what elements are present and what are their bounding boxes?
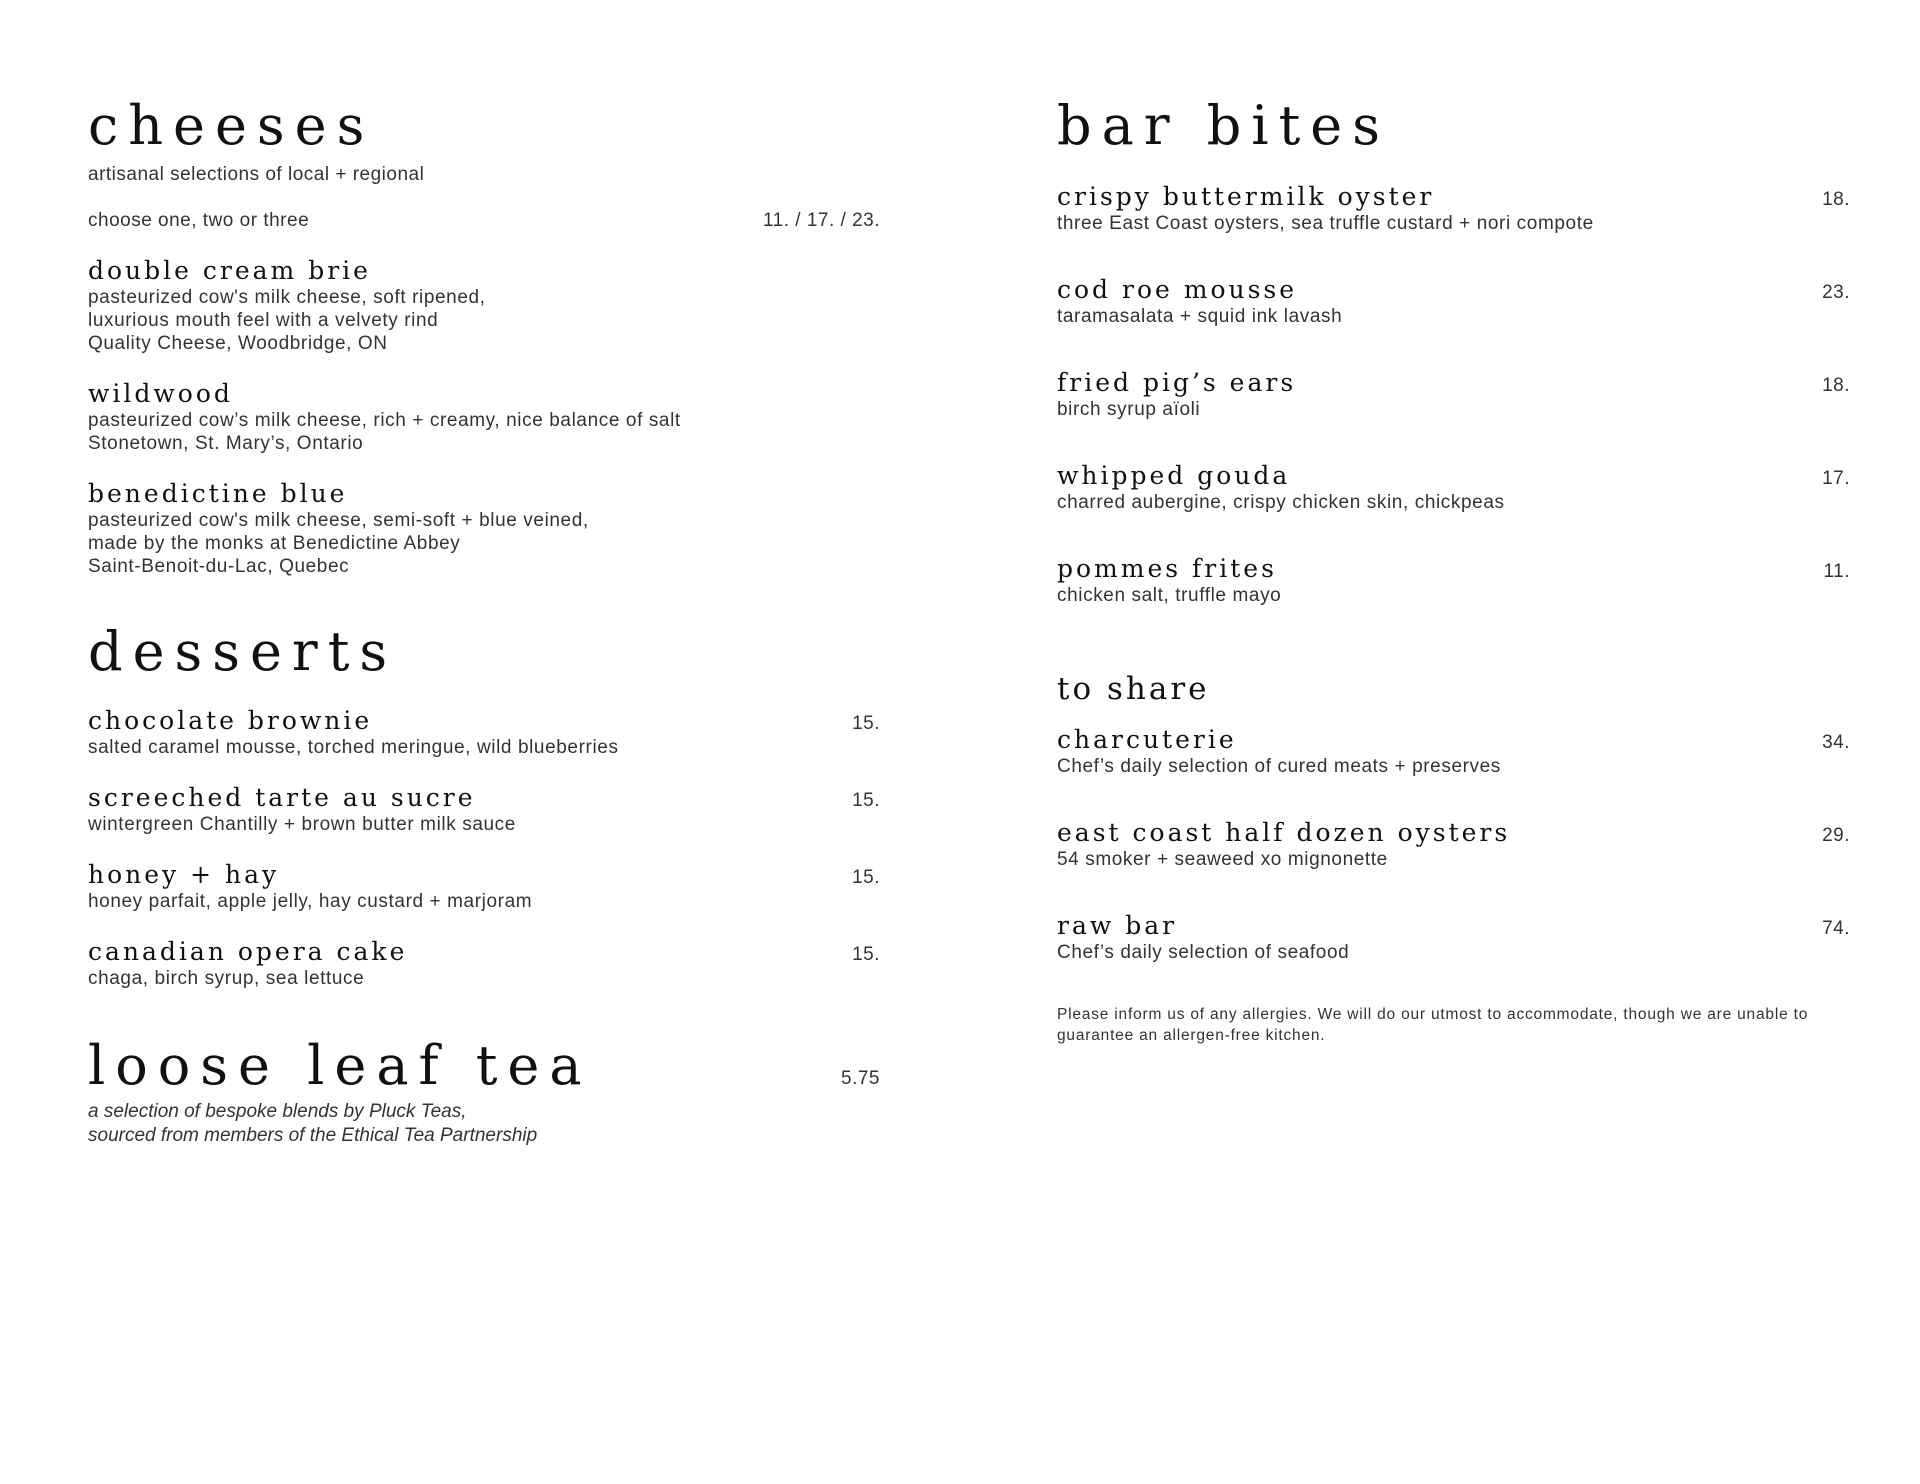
item-price: 11. xyxy=(1823,561,1850,582)
tea-price: 5.75 xyxy=(841,1068,880,1089)
item-price: 34. xyxy=(1822,732,1850,753)
tea-description: a selection of bespoke blends by Pluck Teas, sourced from members of the Ethical Tea Partnership xyxy=(88,1101,538,1146)
item-price: 74. xyxy=(1822,918,1850,939)
item-name: crispy buttermilk oyster xyxy=(1057,182,1435,211)
right-column xyxy=(1057,96,1850,1046)
section-title-desserts: desserts xyxy=(88,620,398,683)
item-description: pasteurized cow's milk cheese, semi-soft + blue veined, made by the monks at Benedictine Abbey Saint-Benoit-du-Lac, Quebec xyxy=(88,510,589,577)
section-title-to-share: to share xyxy=(1057,671,1210,707)
item-name: cod roe mousse xyxy=(1057,275,1298,304)
menu-item xyxy=(88,379,880,455)
item-price: 15. xyxy=(852,790,880,811)
menu-item xyxy=(88,937,880,990)
item-name: chocolate brownie xyxy=(88,706,373,735)
item-name: east coast half dozen oysters xyxy=(1057,818,1511,847)
section-title-cheeses: cheeses xyxy=(88,94,375,157)
bar-bites-section xyxy=(1057,96,1850,607)
item-name: honey + hay xyxy=(88,860,280,889)
item-price: 29. xyxy=(1822,825,1850,846)
menu-item xyxy=(1057,461,1850,514)
item-name: charcuterie xyxy=(1057,725,1237,754)
section-title-bar-bites: bar bites xyxy=(1057,94,1390,157)
menu-item xyxy=(88,479,880,578)
item-name: raw bar xyxy=(1057,911,1178,940)
menu-item xyxy=(1057,275,1850,328)
menu-item xyxy=(1057,725,1850,778)
desserts-section xyxy=(88,622,880,990)
item-price: 15. xyxy=(852,713,880,734)
menu-item xyxy=(88,256,880,355)
item-description: honey parfait, apple jelly, hay custard + marjoram xyxy=(88,891,533,912)
cheeses-subtitle: artisanal selections of local + regional xyxy=(88,164,425,185)
cheeses-choose-label: choose one, two or three xyxy=(88,210,310,231)
item-description: taramasalata + squid ink lavash xyxy=(1057,306,1343,327)
item-name: whipped gouda xyxy=(1057,461,1291,490)
item-description: 54 smoker + seaweed xo mignonette xyxy=(1057,849,1388,870)
item-description: chaga, birch syrup, sea lettuce xyxy=(88,968,365,989)
menu-item xyxy=(1057,818,1850,871)
cheeses-section xyxy=(88,96,880,578)
to-share-section xyxy=(1057,671,1850,964)
item-description: birch syrup aïoli xyxy=(1057,399,1201,420)
item-description: charred aubergine, crispy chicken skin, chickpeas xyxy=(1057,492,1505,513)
menu-item xyxy=(88,706,880,759)
item-description: pasteurized cow’s milk cheese, rich + creamy, nice balance of salt Stonetown, St. Mary’s, Ontario xyxy=(88,410,681,454)
item-name: canadian opera cake xyxy=(88,937,408,966)
menu-item xyxy=(88,783,880,836)
item-price: 15. xyxy=(852,867,880,888)
cheeses-choose-price: 11. / 17. / 23. xyxy=(762,210,880,231)
item-name: screeched tarte au sucre xyxy=(88,783,476,812)
item-description: chicken salt, truffle mayo xyxy=(1057,585,1282,606)
item-price: 18. xyxy=(1822,189,1850,210)
item-name: fried pig’s ears xyxy=(1057,368,1297,397)
item-price: 15. xyxy=(852,944,880,965)
left-column xyxy=(88,96,880,1148)
item-name: double cream brie xyxy=(88,256,371,285)
menu-item xyxy=(1057,911,1850,964)
tea-section xyxy=(88,1036,880,1148)
item-name: benedictine blue xyxy=(88,479,348,508)
cheeses-choose-row xyxy=(88,210,880,232)
item-description: pasteurized cow's milk cheese, soft ripened, luxurious mouth feel with a velvety rind Quality Cheese, Woodbridge, ON xyxy=(88,287,486,354)
item-price: 18. xyxy=(1822,375,1850,396)
item-description: three East Coast oysters, sea truffle custard + nori compote xyxy=(1057,213,1594,234)
item-description: Chef’s daily selection of seafood xyxy=(1057,942,1350,963)
menu-item xyxy=(1057,182,1850,235)
item-description: Chef’s daily selection of cured meats + preserves xyxy=(1057,756,1501,777)
menu-item xyxy=(1057,368,1850,421)
menu-item xyxy=(1057,554,1850,607)
item-name: wildwood xyxy=(88,379,233,408)
item-price: 17. xyxy=(1822,468,1850,489)
item-name: pommes frites xyxy=(1057,554,1277,583)
item-description: salted caramel mousse, torched meringue, wild blueberries xyxy=(88,737,619,758)
allergy-notice: Please inform us of any allergies. We will do our utmost to accommodate, though we are unable to guarantee an allergen-free kitchen. xyxy=(1057,1006,1809,1044)
section-title-tea: loose leaf tea xyxy=(88,1034,592,1097)
item-description: wintergreen Chantilly + brown butter milk sauce xyxy=(88,814,516,835)
menu-item xyxy=(88,860,880,913)
item-price: 23. xyxy=(1822,282,1850,303)
